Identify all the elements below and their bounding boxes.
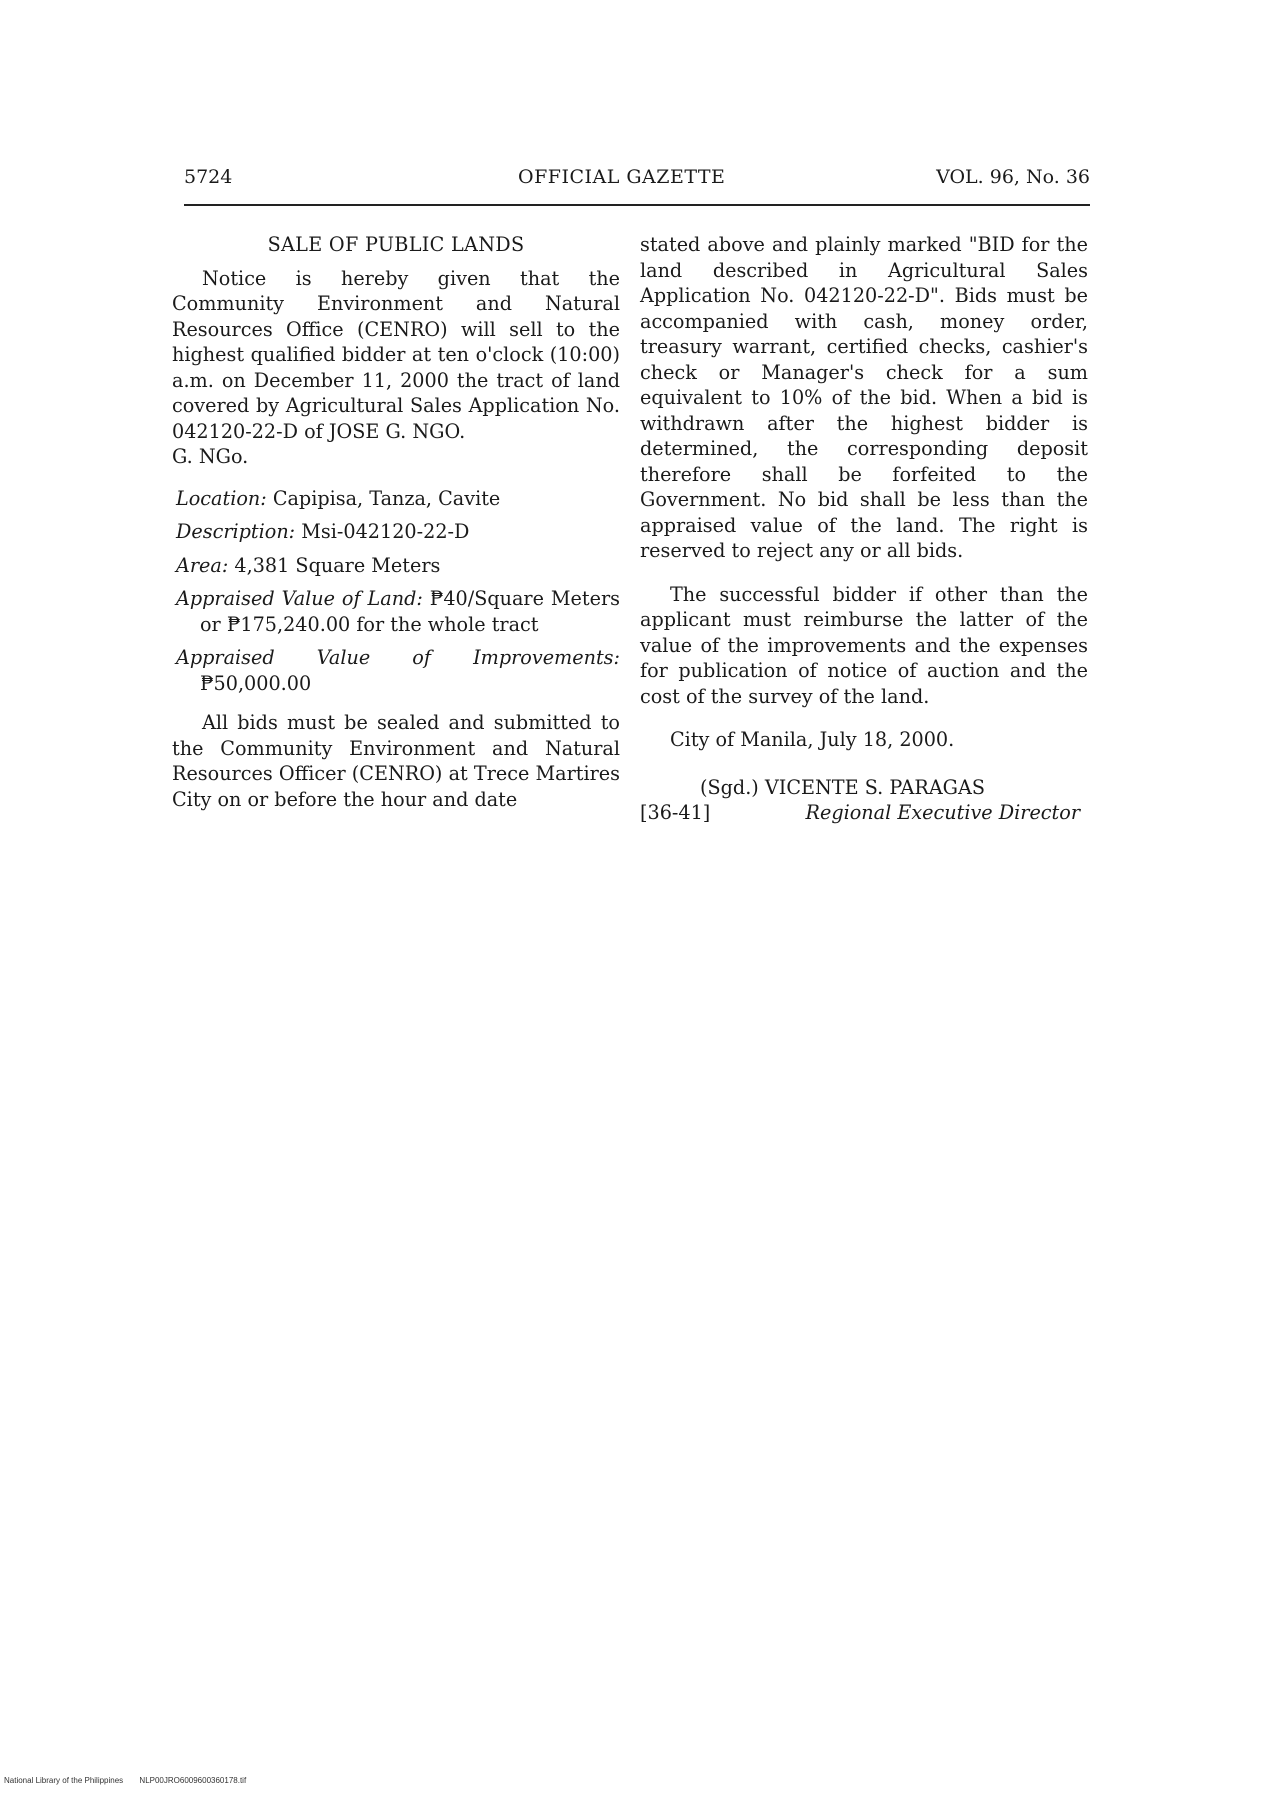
signature-row [640, 800, 1088, 826]
scan-footer [4, 1776, 704, 1785]
signatory-position: Regional Executive Director [805, 801, 1080, 824]
successful-bidder-paragraph: The successful bidder if other than the applicant must reimburse the latter of the value of the improvements and the expenses for publication of notice of auction and the cost of the survey of the land. [640, 582, 1088, 708]
improvements-value: ₱50,000.00 [200, 671, 312, 695]
signed-marker: (Sgd.) [700, 775, 759, 799]
header-rule [184, 204, 1090, 206]
location-item [172, 486, 620, 512]
area-value: 4,381 Square Meters [234, 553, 441, 577]
place-date: City of Manila, July 18, 2000. [670, 728, 955, 751]
page-header [184, 166, 1090, 192]
page-number: 5724 [184, 166, 233, 188]
publication-title: OFFICIAL GAZETTE [518, 166, 726, 188]
signatory-name: VICENTE S. PARAGAS [764, 775, 986, 799]
file-identifier: NLP00JRO6009600360178.tif [139, 1776, 247, 1785]
notice-title: SALE OF PUBLIC LANDS [267, 233, 525, 256]
land-value-item [172, 586, 620, 637]
intro-extra-line: G. NGo. [172, 445, 249, 468]
improvements-item [172, 645, 620, 696]
area-item [172, 553, 620, 579]
improvements-label: Appraised Value of Improvements: [176, 646, 620, 669]
description-value: Msi-042120-22-D [301, 520, 470, 543]
bids-paragraph-right: stated above and plainly marked "BID for the land described in Agricultural Sales Application No. 042120-22-D". Bids must be accompanied with cash, money order, treasury warrant, certified checks, cashier's check or Manager's check for a sum equivalent to 10% of the bid. When a bid is withdrawn after the highest bidder is determined, the corresponding deposit therefore shall be forfeited to the Government. No bid shall be less than the appraised value of the land. The right is reserved to reject any or all bids. [640, 233, 1088, 562]
signature-line [640, 775, 1088, 801]
issue-reference: [36-41] [640, 801, 711, 824]
land-value-value: ₱40/Square Meters or ₱175,240.00 for the whole tract [200, 587, 620, 636]
left-column [172, 232, 620, 812]
intro-paragraph: Notice is hereby given that the Community Environment and Natural Resources Office (CENRO) will sell to the highest qualified bidder at ten o'clock (10:00) a.m. on December 11, 2000 the tract of land covered by Agricultural Sales Application No. 042120-22-D of JOSE G. NGO. [172, 266, 620, 443]
description-item [172, 519, 620, 545]
bids-paragraph-left: All bids must be sealed and submitted to the Community Environment and Natural Resources Officer (CENRO) at Trece Martires City on or before the hour and date [172, 711, 620, 811]
signature-block [640, 775, 1088, 826]
land-value-label: Appraised Value of Land: [176, 587, 423, 610]
area-label: Area: [176, 553, 229, 577]
location-label: Location: [176, 486, 267, 510]
description-label: Description: [176, 520, 296, 543]
right-column [640, 232, 1088, 826]
library-credit: National Library of the Philippines [4, 1776, 124, 1785]
location-value: Capipisa, Tanza, Cavite [272, 486, 501, 510]
volume-number: VOL. 96, No. 36 [936, 166, 1090, 188]
